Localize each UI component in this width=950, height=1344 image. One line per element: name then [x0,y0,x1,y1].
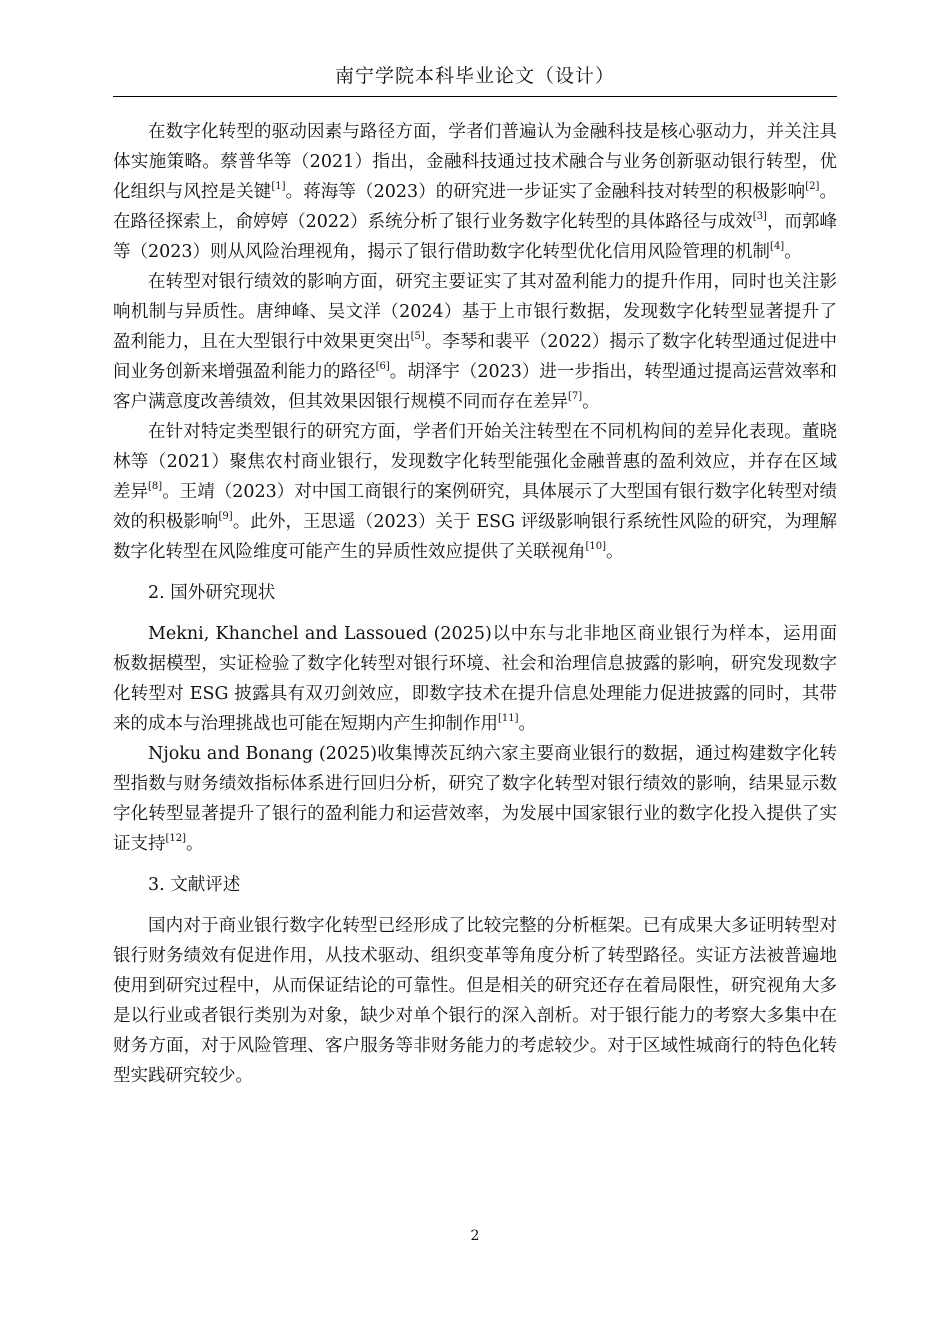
paragraph-driving-factors [113,117,837,267]
text-segment: 。在路径探索上，俞婷婷（2022）系统分析了银行业务数字化转型的具体路径与成效 [113,182,837,232]
paragraph-mekni [113,619,837,739]
document-body [113,117,837,1091]
citation-9: [9] [218,511,233,523]
text-segment: 。王靖（2023）对中国工商银行的案例研究，具体展示了大型国有银行数字化转型对绩效的积极影响 [113,482,837,532]
section-heading-literature-review: 3. 文献评述 [148,875,241,895]
text-segment: 。 [518,714,537,734]
header-divider [113,96,837,97]
text-segment: 在转型对银行绩效的影响方面，研究主要证实了其对盈利能力的提升作用，同时也关注影响机制与异质性。唐绅峰、吴文洋（2024）基于上市银行数据，发现数字化转型显著提升了盈利能力，且在大型银行中效果更突出 [113,272,837,352]
text-segment: Mekni, Khanchel and Lassoued (2025)以中东与北非地区商业银行为样本，运用面板数据模型，实证检验了数字化转型对银行环境、社会和治理信息披露的影响，研究发现数字化转型对 ESG 披露具有双刃剑效应，即数字技术在提升信息处理能力促进披露的同时，其带来的成本与治理挑战也可能在短期内产生抑制作用 [113,624,837,734]
text-segment: Njoku and Bonang (2025)收集博茨瓦纳六家主要商业银行的数据，通过构建数字化转型指数与财务绩效指标体系进行回归分析，研究了数字化转型对银行绩效的影响，结果显示数字化转型显著提升了银行的盈利能力和运营效率，为发展中国家银行业的数字化投入提供了实证支持 [113,744,837,854]
citation-8: [8] [148,481,163,493]
text-segment: 。此外，王思遥（2023）关于 ESG 评级影响银行系统性风险的研究，为理解数字化转型在风险维度可能产生的异质性效应提供了关联视角 [113,512,838,562]
citation-11: [11] [498,713,519,725]
text-segment: 。 [606,542,624,562]
paragraph-performance-impact [113,267,837,417]
text-segment: 。胡泽宇（2023）进一步指出，转型通过提高运营效率和客户满意度改善绩效，但其效果因银行规模不同而存在差异 [113,362,837,412]
citation-2: [2] [805,181,820,193]
paragraph-njoku [113,739,837,859]
text-segment: 。 [784,242,802,262]
citation-6: [6] [375,361,390,373]
paragraph-specific-banks [113,417,837,567]
citation-4: [4] [770,241,785,253]
text-segment: 。 [186,834,204,854]
text-segment: 。李琴和裴平（2022）揭示了数字化转型通过促进中间业务创新来增强盈利能力的路径 [113,332,837,382]
citation-12: [12] [165,833,187,845]
text-segment: 。蒋海等（2023）的研究进一步证实了金融科技对转型的积极影响 [285,182,806,202]
text-segment: ，而郭峰等（2023）则从风险治理视角，揭示了银行借助数字化转型优化信用风险管理的机制 [113,212,837,262]
section-heading-foreign-research: 2. 国外研究现状 [148,583,276,603]
page-header-title: 南宁学院本科毕业论文（设计） [334,65,615,87]
citation-10: [10] [585,541,607,553]
citation-7: [7] [568,391,583,403]
text-segment: 。 [582,392,600,412]
page-number: 2 [470,1228,480,1244]
text-segment: 在针对特定类型银行的研究方面，学者们开始关注转型在不同机构间的差异化表现。董晓林等（2021）聚焦农村商业银行，发现数字化转型能强化金融普惠的盈利效应，并存在区域差异 [113,422,837,502]
citation-1: [1] [271,181,286,193]
text-segment: 国内对于商业银行数字化转型已经形成了比较完整的分析框架。已有成果大多证明转型对银行财务绩效有促进作用，从技术驱动、组织变革等角度分析了转型路径。实证方法被普遍地使用到研究过程中，从而保证结论的可靠性。但是相关的研究还存在着局限性，研究视角大多是以行业或者银行类别为对象，缺少对单个银行的深入剖析。对于银行能力的考察大多集中在财务方面，对于风险管理、客户服务等非财务能力的考虑较少。对于区域性城商行的特色化转型实践研究较少。 [113,916,837,1086]
paragraph-review [113,911,837,1091]
citation-3: [3] [752,211,767,223]
citation-5: [5] [410,331,425,343]
text-segment: 在数字化转型的驱动因素与路径方面，学者们普遍认为金融科技是核心驱动力，并关注具体实施策略。蔡普华等（2021）指出，金融科技通过技术融合与业务创新驱动银行转型，优化组织与风控是关键 [113,122,837,202]
